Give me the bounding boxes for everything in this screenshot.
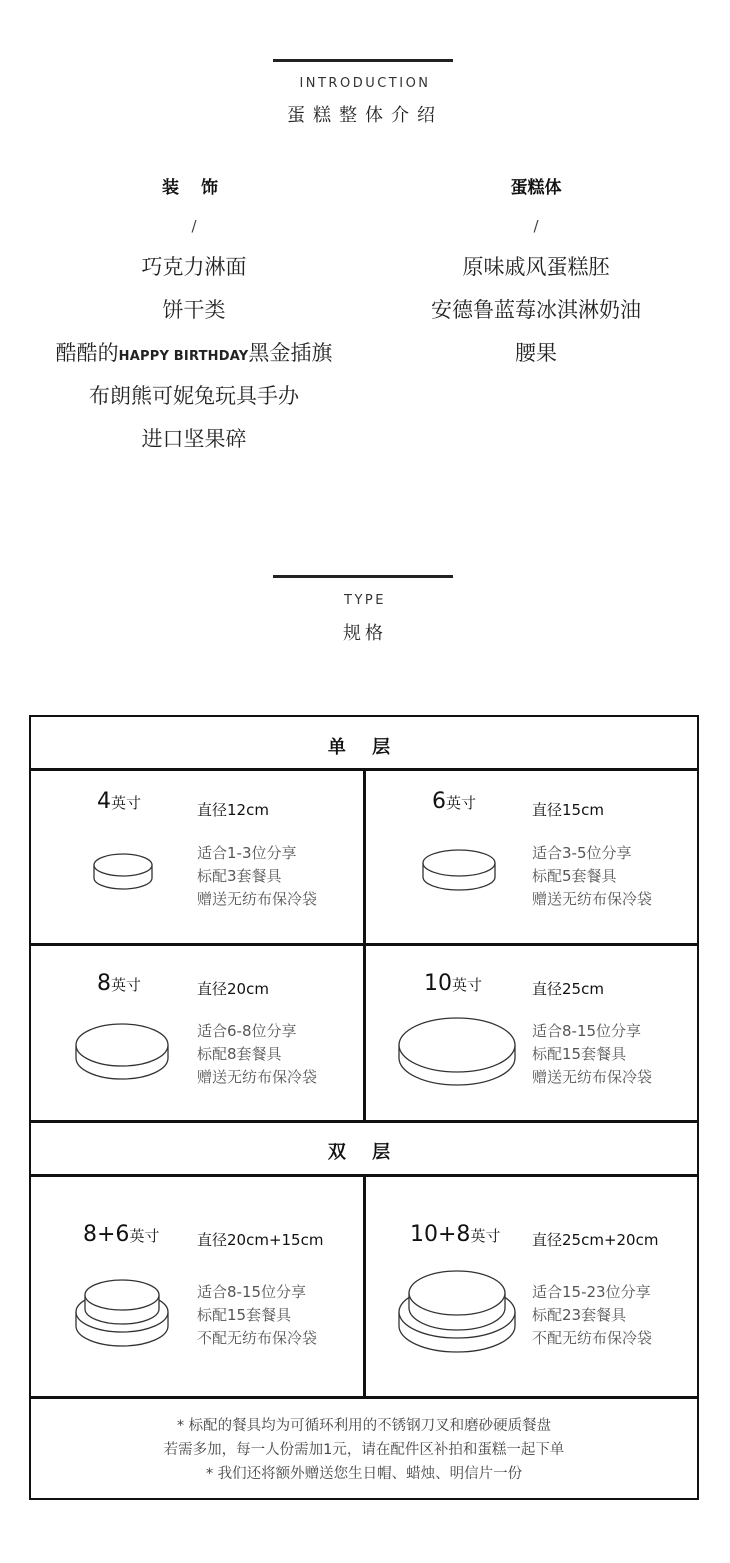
type-top-rule <box>273 575 453 578</box>
spec-cell-8-inch <box>31 946 363 1120</box>
cake-info: 适合6-8位分享 标配8套餐具 赠送无纺布保冷袋 <box>197 1022 318 1086</box>
cake-size: 8+6英寸 <box>83 1222 160 1247</box>
note-line: * 我们还将额外赠送您生日帽、蜡烛、明信片一份 <box>205 1466 523 1482</box>
cake-body-slash: / <box>533 217 539 235</box>
cake-body-item: 腰果 <box>515 341 557 365</box>
cake-body-item: 安德鲁蓝莓冰淇淋奶油 <box>431 298 641 322</box>
spec-cell-6-inch <box>366 769 698 943</box>
cake-info: 适合15-23位分享 标配23套餐具 不配无纺布保冷袋 <box>532 1283 653 1347</box>
cake-single-medium-icon <box>420 845 498 897</box>
cake-size: 10+8英寸 <box>410 1222 501 1247</box>
intro-en-title: INTRODUCTION <box>299 76 431 91</box>
cake-single-small-icon <box>91 849 155 895</box>
spec-cell-10-inch <box>366 946 698 1120</box>
intro-top-rule <box>273 59 453 62</box>
decoration-item-post: 黑金插旗 <box>248 341 333 365</box>
spec-cell-10-8-inch <box>366 1177 698 1396</box>
cake-size: 10英寸 <box>424 971 483 996</box>
cake-diameter: 直径15cm <box>532 801 604 819</box>
table-notes <box>31 1414 697 1486</box>
decoration-item: 进口坚果碎 <box>141 427 247 451</box>
cake-info: 适合8-15位分享 标配15套餐具 赠送无纺布保冷袋 <box>532 1022 653 1086</box>
spec-table <box>29 715 699 1500</box>
spec-cell-8-6-inch <box>31 1177 363 1396</box>
cake-single-large-icon <box>73 1020 171 1086</box>
decoration-item: 饼干类 <box>162 298 226 322</box>
decoration-item-pre: 酷酷的 <box>55 341 119 365</box>
cake-size: 6英寸 <box>432 789 477 814</box>
decoration-column <box>14 173 374 461</box>
cake-diameter: 直径12cm <box>197 801 269 819</box>
cake-size: 8英寸 <box>97 971 142 996</box>
decoration-slash: / <box>191 217 197 235</box>
cake-info: 适合3-5位分享 标配5套餐具 赠送无纺布保冷袋 <box>532 844 653 908</box>
decoration-item <box>14 332 374 375</box>
cake-body-column <box>356 173 716 375</box>
cake-size: 4英寸 <box>97 789 142 814</box>
decoration-title: 装 饰 <box>162 178 226 198</box>
cake-double-tier-large-icon <box>396 1268 518 1358</box>
spec-cell-4-inch <box>31 769 363 943</box>
note-line: * 标配的餐具均为可循环利用的不锈钢刀叉和磨砂硬质餐盘 <box>176 1418 552 1434</box>
decoration-item: 巧克力淋面 <box>141 255 247 279</box>
cake-diameter: 直径25cm <box>532 980 604 998</box>
intro-cn-title: 蛋糕整体介绍 <box>287 105 443 126</box>
cake-single-xlarge-icon <box>396 1014 518 1094</box>
cake-info: 适合1-3位分享 标配3套餐具 赠送无纺布保冷袋 <box>197 844 318 908</box>
cake-diameter: 直径20cm <box>197 980 269 998</box>
cake-info: 适合8-15位分享 标配15套餐具 不配无纺布保冷袋 <box>197 1283 318 1347</box>
decoration-item: 布朗熊可妮兔玩具手办 <box>89 384 299 408</box>
cake-diameter: 直径25cm+20cm <box>532 1231 659 1249</box>
type-en-title: TYPE <box>344 593 386 608</box>
single-layer-label: 单 层 <box>327 737 401 758</box>
type-cn-title: 规格 <box>343 623 387 644</box>
decoration-item-latin: HAPPY BIRTHDAY <box>118 349 249 364</box>
cake-body-title: 蛋糕体 <box>510 178 562 198</box>
cake-diameter: 直径20cm+15cm <box>197 1231 324 1249</box>
cake-body-item: 原味戚风蛋糕胚 <box>462 255 610 279</box>
note-line: 若需多加，每一人份需加1元，请在配件区补拍和蛋糕一起下单 <box>163 1442 565 1458</box>
double-layer-label: 双 层 <box>327 1142 401 1163</box>
cake-double-tier-icon <box>73 1276 171 1352</box>
